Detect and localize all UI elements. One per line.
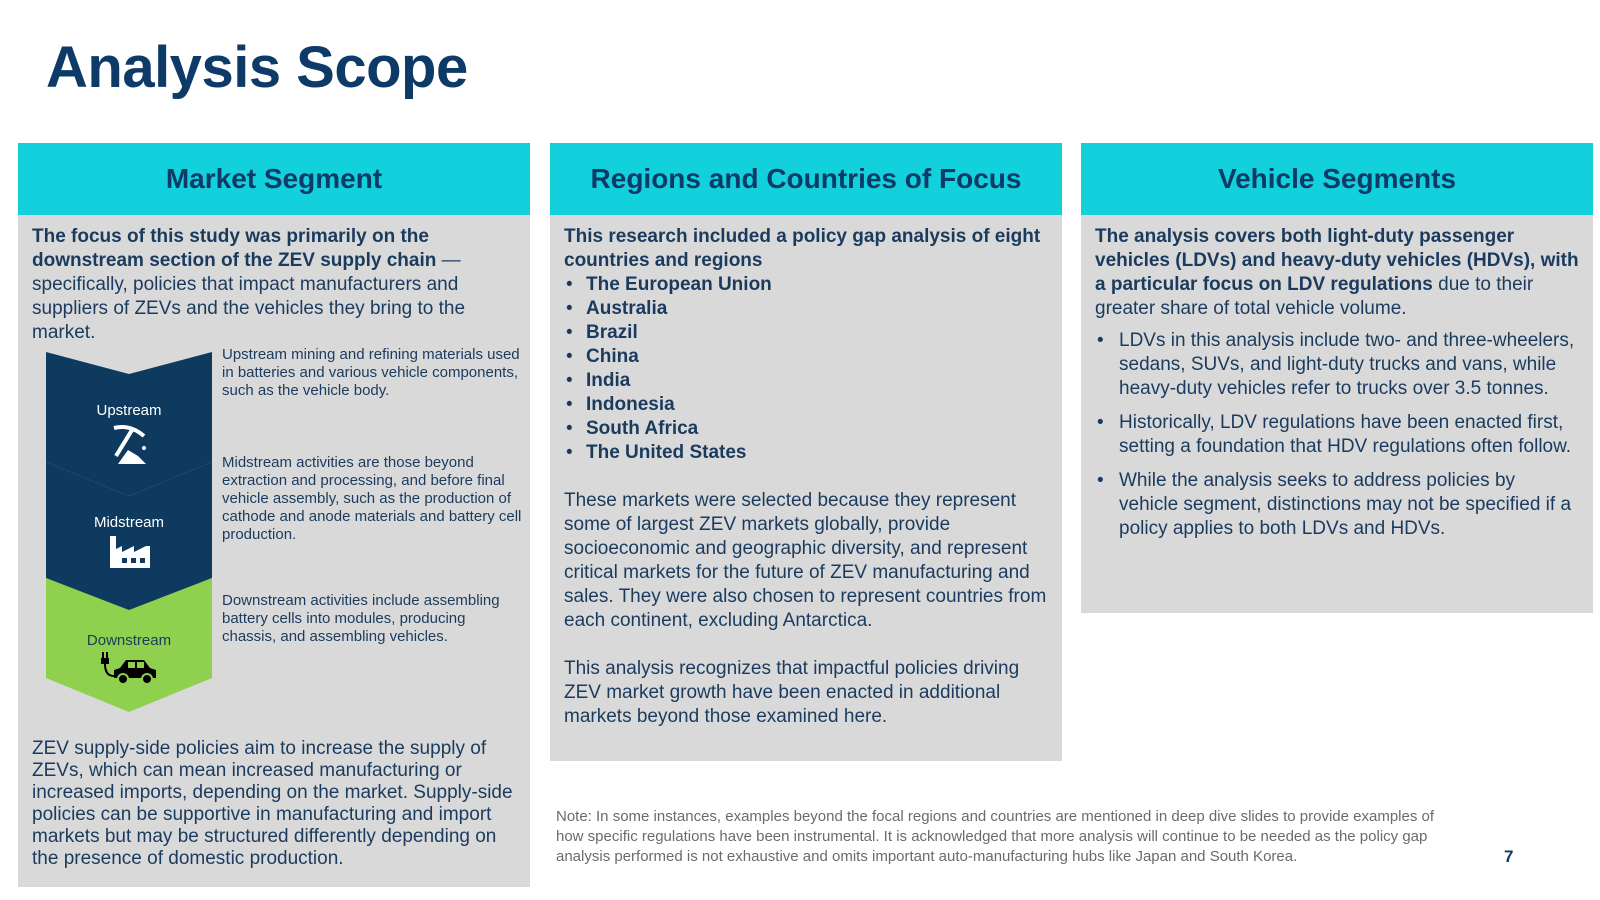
market-intro-rest: — specifically, policies that impact manufacturers and suppliers of ZEVs and the vehicles they bring to the market. (32, 250, 466, 343)
market-closing-text: ZEV supply-side policies aim to increase the supply of ZEVs, which can mean increased manufacturing or increased imports, depending on the market. Supply-side policies can be supportive in manufacturing and import markets but may be structured differently depending on the presence of domestic production. (32, 738, 513, 869)
electric-car-icon (98, 650, 160, 691)
country-item: • India (564, 369, 1048, 393)
vehicle-bullet: • Historically, LDV regulations have been enacted first, setting a foundation that HDV regulations often follow. (1095, 411, 1579, 459)
vehicle-bullet: • LDVs in this analysis include two- and three-wheelers, sedans, SUVs, and light-duty trucks and vans, while heavy-duty vehicles refer to trucks over 3.5 tonnes. (1095, 329, 1579, 401)
country-list (564, 273, 1048, 465)
country-item: • South Africa (564, 417, 1048, 441)
regions-paragraph-2: This analysis recognizes that impactful policies driving ZEV market growth have been enacted in additional markets beyond those examined here. (564, 658, 1020, 727)
page-title: Analysis Scope (46, 35, 468, 100)
country-item: • Australia (564, 297, 1048, 321)
vehicle-bullet-list (1095, 329, 1579, 541)
downstream-label: Downstream (86, 632, 172, 649)
midstream-label: Midstream (93, 514, 164, 531)
regions-panel (550, 143, 1062, 761)
page-number: 7 (1504, 847, 1514, 866)
vehicle-intro-bold: The analysis covers both light-duty passenger vehicles (LDVs) and heavy-duty vehicles (HDVs), with a particular focus on LDV regulations (1095, 226, 1579, 295)
country-item: • The United States (564, 441, 1048, 465)
regions-body (550, 215, 1062, 729)
vehicle-segments-body (1081, 215, 1593, 541)
upstream-label: Upstream (96, 402, 162, 419)
market-segment-intro (18, 215, 530, 345)
footnote: Note: In some instances, examples beyond the focal regions and countries are mentioned in deep dive slides to provide examples of how specific regulations have been instrumental. It is acknowledged that more analysis will continue to be needed as the policy gap analysis performed is not exhaustive and omits important auto-manufacturing hubs like Japan and South Korea. (556, 808, 1435, 865)
market-intro-bold: The focus of this study was primarily on the downstream section of the ZEV supply chain (32, 226, 437, 271)
supply-chain-diagram (46, 346, 526, 732)
regions-paragraph-1: These markets were selected because they represent some of largest ZEV markets globally, provide socioeconomic and geographic diversity, and represent critical markets for the future of ZEV manufacturing and sales. They were also chosen to represent countries from each continent, excluding Antarctica. (564, 490, 1047, 631)
vehicle-segments-header: Vehicle Segments (1081, 143, 1593, 215)
regions-header: Regions and Countries of Focus (550, 143, 1062, 215)
country-item: • The European Union (564, 273, 1048, 297)
country-item: • Indonesia (564, 393, 1048, 417)
upstream-description: Upstream mining and refining materials used in batteries and various vehicle components, such as the vehicle body. (222, 346, 520, 399)
downstream-description: Downstream activities include assembling battery cells into modules, producing chassis, and assembling vehicles. (222, 592, 500, 645)
regions-intro: This research included a policy gap analysis of eight countries and regions (564, 226, 1041, 271)
vehicle-intro-rest: due to their greater share of total vehicle volume. (1095, 274, 1534, 319)
market-segment-header: Market Segment (18, 143, 530, 215)
midstream-description: Midstream activities are those beyond extraction and processing, and before final vehicle assembly, such as the production of cathode and anode materials and battery cell production. (222, 454, 522, 543)
vehicle-segments-panel (1081, 143, 1593, 613)
vehicle-intro (1095, 225, 1579, 321)
country-item: • Brazil (564, 321, 1048, 345)
factory-icon (108, 534, 152, 575)
vehicle-bullet: • While the analysis seeks to address policies by vehicle segment, distinctions may not be specified if a policy applies to both LDVs and HDVs. (1095, 469, 1579, 541)
country-item: • China (564, 345, 1048, 369)
